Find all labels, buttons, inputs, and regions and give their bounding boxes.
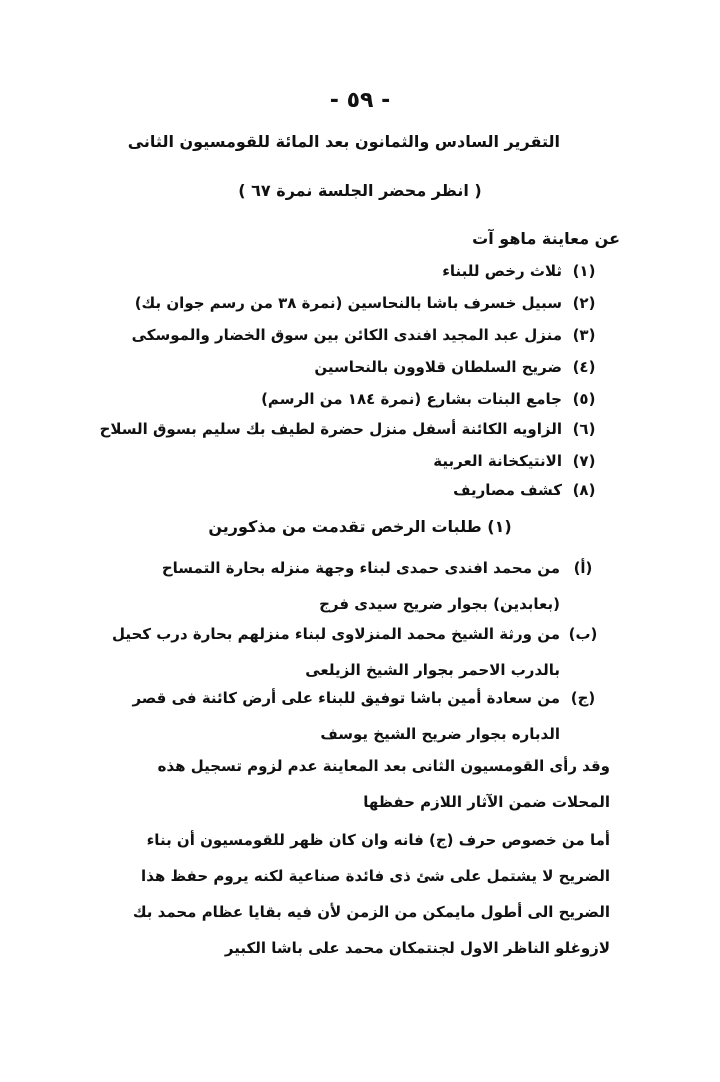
list-item [132, 326, 600, 344]
list-item-text: جامع البنات بشارع (نمرة ١٨٤ من الرسم) [261, 390, 562, 408]
list-item-number: (٤) [572, 358, 596, 376]
list-item-number: (٦) [572, 420, 596, 438]
request-letter: (ج) [570, 689, 596, 707]
list-item-number: (٧) [572, 452, 596, 470]
list-item-text: ضريح السلطان قلاوون بالنحاسين [314, 358, 562, 376]
list-item [453, 481, 600, 499]
list-item [314, 358, 600, 376]
request-letter: (أ) [573, 559, 593, 577]
list-item-number: (٥) [572, 390, 596, 408]
list-item-number: (٨) [572, 481, 596, 499]
decision-paragraph: وقد رأى القومسيون الثانى بعد المعاينة عدم لزوم تسجيل هذه المحلات ضمن الآثار اللازم حفظها [157, 757, 610, 811]
section-subheading: (١) طلبات الرخص تقدمت من مذكورين [208, 517, 512, 536]
list-item-text: ثلاث رخص للبناء [442, 262, 562, 280]
request-item [110, 616, 600, 688]
request-text: من سعادة أمين باشا توفيق للبناء على أرض كائنة فى قصر الدباره بجوار ضريح الشيخ يوسف [132, 689, 560, 743]
list-item [100, 420, 600, 438]
request-item [110, 550, 600, 622]
report-title: التقرير السادس والثمانون بعد المائة للقومسيون الثانى [127, 132, 560, 151]
report-reference: ( انظر محضر الجلسة نمرة ٦٧ ) [238, 181, 482, 200]
list-item-text: منزل عبد المجيد افندى الكائن بين سوق الخضار والموسكى [131, 326, 562, 344]
request-letter: (ب) [568, 625, 598, 643]
request-item [110, 680, 600, 752]
list-item [433, 452, 600, 470]
inspection-label: عن معاينة ماهو آت [472, 229, 620, 248]
request-text: من محمد افندى حمدى لبناء وجهة منزله بحارة التمساح (بعابدين) بجوار ضريح سيدى فرج [161, 559, 560, 613]
list-item-number: (٣) [572, 326, 596, 344]
list-item-text: الزاويه الكائنة أسفل منزل حضرة لطيف بك سليم بسوق السلاح [99, 420, 562, 438]
request-text: من ورثة الشيخ محمد المنزلاوى لبناء منزلهم بحارة درب كحيل بالدرب الاحمر بجوار الشيخ الزيلعى [111, 625, 560, 679]
list-item [442, 262, 600, 280]
list-item-number: (٢) [572, 294, 596, 312]
list-item-text: كشف مصاريف [453, 481, 562, 499]
list-item [135, 294, 600, 312]
list-item [261, 390, 600, 408]
list-item-text: سبيل خسرف باشا بالنحاسين (نمرة ٣٨ من رسم جوان بك) [134, 294, 562, 312]
page-number: - ٥٩ - [329, 88, 391, 113]
closing-paragraph: أما من خصوص حرف (ج) فانه وان كان ظهر للقومسيون أن بناء الضريح لا يشتمل على شئ ذى فائدة صناعية لكنه يروم حفظ هذا الضريح الى أطول مايمكن من الزمن لأن فيه بقايا عظام محمد بك لازوغلو الناظر الاول لجنتمكان محمد على باشا الكبير [132, 831, 610, 957]
list-item-text: الانتيكخانة العربية [433, 452, 562, 470]
list-item-number: (١) [572, 262, 596, 280]
